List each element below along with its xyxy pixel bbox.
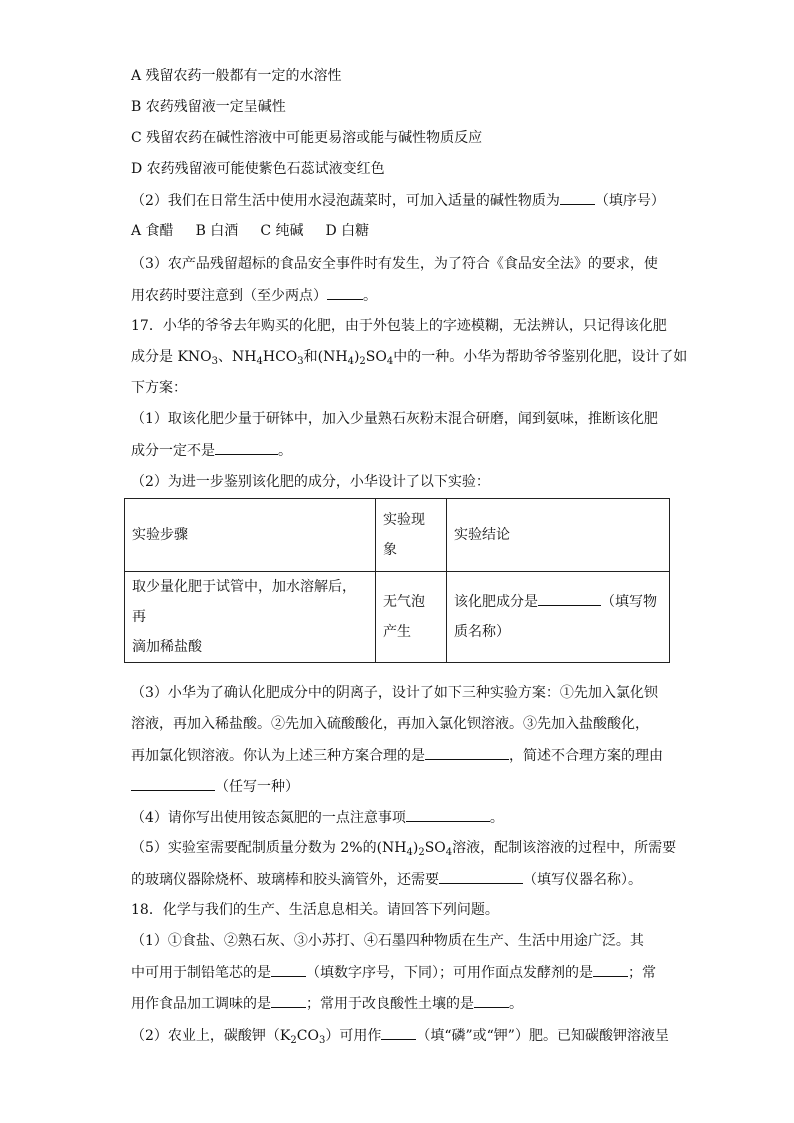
answer-blank[interactable] <box>439 869 523 884</box>
question-17-1-line1: （1）取该化肥少量于研钵中，加入少量熟石灰粉末混合研磨，闻到氨味，推断该化肥 <box>131 411 658 427</box>
question-16-3-line2: 用农药时要注意到（至少两点） 。 <box>131 285 377 305</box>
answer-blank[interactable] <box>538 591 601 606</box>
question-17-4: （4）请你写出使用铵态氮肥的一点注意事项 。 <box>131 807 504 827</box>
question-18-1-line1: （1）①食盐、②熟石灰、③小苏打、④石墨四种物质在生产、生活中用途广泛。其 <box>131 933 644 949</box>
question-17-3-line3: 再加氯化钡溶液。你认为上述三种方案合理的是 ，简述不合理方案的理由 <box>131 745 663 765</box>
header-step: 实验步骤 <box>125 499 376 572</box>
question-17-intro-1: 17．小华的爷爷去年购买的化肥，由于外包装上的字迹模糊，无法辨认，只记得该化肥 <box>131 318 667 334</box>
answer-blank[interactable] <box>425 745 509 760</box>
table-header-row <box>125 499 670 572</box>
answer-blank[interactable] <box>327 285 363 300</box>
question-18-1-line2: 中可用于制铅笔芯的是 （填数字序号，下同）；可用作面点发酵剂的是 ；常 <box>131 962 656 982</box>
header-conclusion: 实验结论 <box>447 499 670 572</box>
question-17-3-line2: 溶液，再加入稀盐酸。②先加入硫酸酸化，再加入氯化钡溶液。③先加入盐酸酸化， <box>131 716 649 732</box>
question-17-3-line1: （3）小华为了确认化肥成分中的阴离子，设计了如下三种实验方案：①先加入氯化钡 <box>131 685 658 701</box>
answer-blank[interactable] <box>271 962 306 977</box>
question-18-2: （2）农业上，碳酸钾$(K_2CO_3)$可用作 （填“磷”或“钾”）肥。已知碳酸钾溶液呈 <box>131 1025 669 1045</box>
question-18-1-line3: 用作食品加工调味的是 ；常用于改良酸性土壤的是 。 <box>131 993 523 1013</box>
cell-conclusion: 该化肥成分是 （填写物 质名称） <box>447 572 670 663</box>
answer-blank[interactable] <box>474 993 509 1008</box>
question-17-2: （2）为进一步鉴别该化肥的成分，小华设计了以下实验： <box>131 474 490 490</box>
question-17-intro-2: 成分是 $KNO_3$、$NH_4HCO_3$和$(NH_4)_2SO_4$中的一种。小华为帮助爷爷鉴别化肥，设计了如 <box>131 349 688 367</box>
question-17-1-line2: 成分一定不是 。 <box>131 440 292 460</box>
header-phenomenon: 实验现 象 <box>376 499 447 572</box>
question-17-5-line2: 的玻璃仪器除烧杯、玻璃棒和胶头滴管外，还需要 （填写仪器名称）。 <box>131 869 642 889</box>
question-17-intro-3: 下方案： <box>131 380 187 396</box>
cell-step: 取少量化肥于试管中，加水溶解后，再 滴加稀盐酸 <box>125 572 376 663</box>
question-16-2: （2）我们在日常生活中使用水浸泡蔬菜时，可加入适量的碱性物质为 （填序号） <box>131 190 665 210</box>
answer-blank[interactable] <box>271 993 306 1008</box>
answer-blank[interactable] <box>381 1025 416 1040</box>
answer-blank[interactable] <box>560 190 595 205</box>
question-16-3-line1: （3）农产品残留超标的食品安全事件时有发生，为了符合《食品安全法》的要求，使 <box>131 256 658 272</box>
question-18-intro: 18．化学与我们的生产、生活息息相关。请回答下列问题。 <box>131 902 499 918</box>
question-17-3-line4: （任写一种） <box>131 776 299 796</box>
question-17-5-line1: （5）实验室需要配制质量分数为 2%的$(NH_4)_2SO_4$溶液，配制该溶液的过程中，所需要 <box>131 840 677 858</box>
option-c: C 残留农药在碱性溶液中可能更易溶或能与碱性物质反应 <box>131 130 483 146</box>
answer-blank[interactable] <box>593 962 628 977</box>
question-16-2-options: A 食醋 B 白酒 C 纯碱 D 白糖 <box>131 223 370 239</box>
cell-phenomenon: 无气泡 产生 <box>376 572 447 663</box>
answer-blank[interactable] <box>215 440 278 455</box>
option-b: B 农药残留液一定呈碱性 <box>131 99 286 115</box>
option-a: A 残留农药一般都有一定的水溶性 <box>131 68 342 84</box>
answer-blank[interactable] <box>131 776 215 791</box>
table-row <box>125 572 670 663</box>
answer-blank[interactable] <box>406 807 490 822</box>
option-d: D 农药残留液可能使紫色石蕊试液变红色 <box>131 161 385 177</box>
experiment-table <box>124 498 670 663</box>
